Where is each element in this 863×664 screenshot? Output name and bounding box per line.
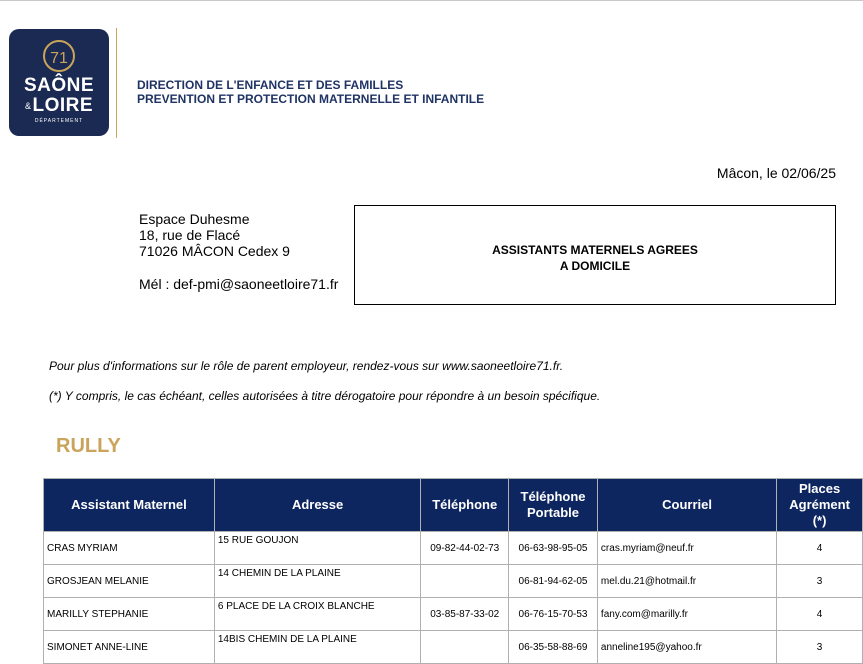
cell-email: anneline195@yahoo.fr — [597, 631, 776, 664]
top-rule — [0, 0, 863, 1]
cell-email: mel.du.21@hotmail.fr — [597, 565, 776, 598]
cell-places: 4 — [777, 598, 863, 631]
title-line-1: ASSISTANTS MATERNELS AGREES — [492, 243, 698, 257]
cell-mobile: 06-76-15-70-53 — [509, 598, 598, 631]
cell-name: SIMONET ANNE-LINE — [44, 631, 215, 664]
svg-text:71: 71 — [50, 50, 68, 67]
cell-address: 15 RUE GOUJON — [214, 532, 420, 565]
cell-places: 3 — [777, 631, 863, 664]
cell-places: 4 — [777, 532, 863, 565]
cell-mobile: 06-35-58-88-69 — [509, 631, 598, 664]
cell-mobile: 06-63-98-95-05 — [509, 532, 598, 565]
cell-address: 6 PLACE DE LA CROIX BLANCHE — [214, 598, 420, 631]
cell-email: fany.com@marilly.fr — [597, 598, 776, 631]
cell-email: cras.myriam@neuf.fr — [597, 532, 776, 565]
table-row — [44, 631, 863, 664]
cell-phone: 09-82-44-02-73 — [421, 532, 509, 565]
department-logo — [9, 29, 109, 136]
cell-phone — [421, 631, 509, 664]
cell-name: MARILLY STEPHANIE — [44, 598, 215, 631]
cell-name: GROSJEAN MELANIE — [44, 565, 215, 598]
header-phone: Téléphone — [421, 479, 509, 532]
address-line-1: Espace Duhesme — [139, 211, 250, 227]
logo-departement: DÉPARTEMENT — [34, 118, 84, 124]
city-heading: RULLY — [56, 435, 121, 457]
table-header-row — [44, 479, 863, 532]
footnote: (*) Y compris, le cas échéant, celles autorisées à titre dérogatoire pour répondre à un besoin spécifique. — [49, 389, 601, 403]
cell-phone: 03-85-87-33-02 — [421, 598, 509, 631]
info-note: Pour plus d'informations sur le rôle de parent employeur, rendez-vous sur www.saoneetloire71.fr. — [49, 359, 564, 373]
direction-header: DIRECTION DE L'ENFANCE ET DES FAMILLES PREVENTION ET PROTECTION MATERNELLE ET INFANTILE — [137, 78, 485, 106]
table-row — [44, 565, 863, 598]
document-date: Mâcon, le 02/06/25 — [716, 165, 836, 181]
cell-mobile: 06-81-94-62-05 — [509, 565, 598, 598]
header-email: Courriel — [597, 479, 776, 532]
logo-divider — [116, 28, 117, 138]
table-row — [44, 598, 863, 631]
header-places: Places Agrément (*) — [777, 479, 863, 532]
title-line-2: A DOMICILE — [559, 259, 631, 273]
logo-71-emblem-icon — [39, 36, 79, 76]
table-row — [44, 532, 863, 565]
header-mobile: Téléphone Portable — [509, 479, 598, 532]
sender-address — [139, 211, 338, 292]
logo-saone: SAÔNE — [23, 75, 95, 96]
header-address: Adresse — [214, 479, 420, 532]
cell-address: 14 CHEMIN DE LA PLAINE — [214, 565, 420, 598]
address-line-3: 71026 MÂCON Cedex 9 — [139, 243, 290, 259]
cell-phone — [421, 565, 509, 598]
document-title-box — [354, 205, 836, 305]
cell-name: CRAS MYRIAM — [44, 532, 215, 565]
cell-address: 14BIS CHEMIN DE LA PLAINE — [214, 631, 420, 664]
assistants-table — [43, 478, 863, 664]
header-name: Assistant Maternel — [44, 479, 215, 532]
contact-email: Mél : def-pmi@saoneetloire71.fr — [139, 276, 339, 292]
address-line-2: 18, rue de Flacé — [139, 227, 241, 243]
cell-places: 3 — [777, 565, 863, 598]
logo-loire: &LOIRE — [24, 95, 94, 117]
